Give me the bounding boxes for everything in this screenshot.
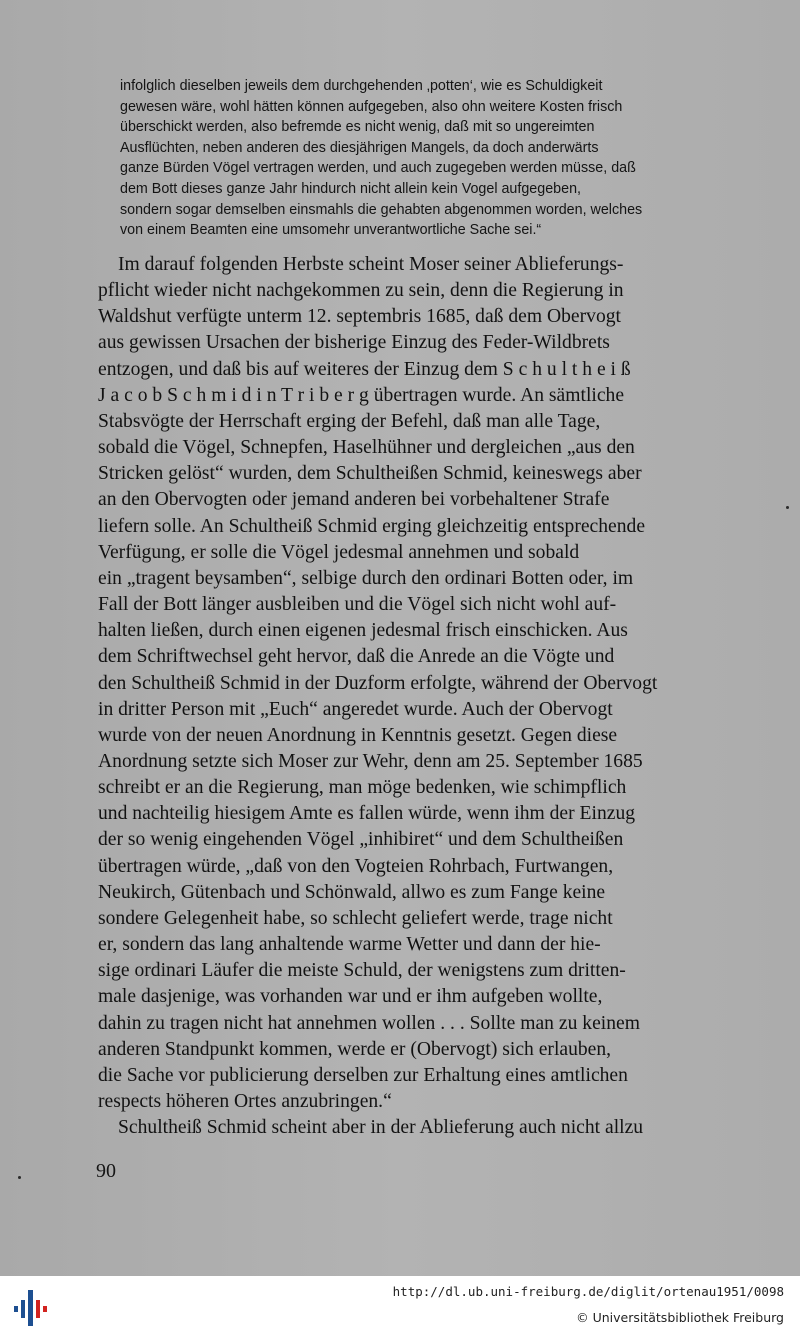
body-line: der so wenig eingehenden Vögel „inhibiret“ und dem Schultheißen — [98, 829, 624, 851]
body-line: Stricken gelöst“ wurden, dem Schultheißen Schmid, keineswegs aber — [98, 463, 642, 485]
body-line: Waldshut verfügte unterm 12. septembris 1685, daß dem Obervogt — [98, 306, 621, 328]
body-line: Im darauf folgenden Herbste scheint Moser seiner Ablieferungs- — [118, 254, 624, 275]
body-line: Verfügung, er solle die Vögel jedesmal annehmen und sobald — [98, 541, 580, 563]
body-line: sondere Gelegenheit habe, so schlecht geliefert werde, trage nicht — [98, 907, 613, 929]
body-line: pflicht wieder nicht nachgekommen zu sein, denn die Regierung in — [98, 280, 624, 302]
quote-line: sondern sogar demselben einsmahls die gehabten abgenommen worden, welches — [120, 201, 643, 218]
body-line: sobald die Vögel, Schnepfen, Haselhühner und dergleichen „aus den — [98, 437, 635, 459]
body-line: und nachteilig hiesigem Amte es fallen würde, wenn ihm der Einzug — [98, 803, 636, 825]
quote-line: dem Bott dieses ganze Jahr hindurch nicht allein kein Vogel aufgegeben, — [120, 180, 581, 197]
body-line: übertragen würde, „daß von den Vogteien Rohrbach, Furtwangen, — [98, 855, 614, 877]
body-line: halten ließen, durch einen eigenen jedesmal frisch einschicken. Aus — [98, 620, 628, 642]
footer-bar — [0, 1276, 800, 1336]
body-line: Fall der Bott länger ausbleiben und die Vögel sich nicht wohl auf- — [98, 594, 617, 616]
body-line: J a c o b S c h m i d i n T r i b e r g übertragen wurde. An sämtliche — [98, 384, 625, 406]
page-number: 90 — [96, 1160, 116, 1182]
body-line: die Sache vor publicierung derselben zur Erhaltung eines amtlichen — [98, 1064, 628, 1086]
quote-line: ganze Bürden Vögel vertragen werden, und auch zugegeben werden müsse, daß — [120, 160, 636, 177]
body-line: dahin zu tragen nicht hat annehmen wollen . . . Sollte man zu keinem — [98, 1012, 640, 1034]
body-line: respects höheren Ortes anzubringen.“ — [98, 1091, 392, 1112]
body-line: er, sondern das lang anhaltende warme Wetter und dann der hie- — [98, 934, 601, 956]
copyright-notice: © Universitätsbibliothek Freiburg — [576, 1310, 784, 1325]
body-line: dem Schriftwechsel geht hervor, daß die Anrede an die Vögte und — [98, 646, 615, 668]
document-url[interactable]: http://dl.ub.uni-freiburg.de/diglit/ortenau1951/0098 — [392, 1284, 784, 1299]
body-line: liefern solle. An Schultheiß Schmid erging gleichzeitig entsprechende — [98, 515, 646, 537]
body-line: anderen Standpunkt kommen, werde er (Obervogt) sich erlauben, — [98, 1038, 612, 1060]
quote-line: gewesen wäre, wohl hätten können aufgegeben, also ohn weitere Kosten frisch — [120, 98, 623, 115]
body-line: ein „tragent beysamben“, selbige durch den ordinari Botten oder, im — [98, 567, 634, 589]
quote-line: überschickt werden, also befremde es nicht wenig, daß mit so ungereimten — [120, 119, 595, 136]
body-line: Stabsvögte der Herrschaft erging der Befehl, daß man alle Tage, — [98, 410, 601, 432]
body-text — [98, 252, 770, 1141]
body-line: Neukirch, Gütenbach und Schönwald, allwo es zum Fange keine — [98, 881, 606, 903]
body-line: wurde von der neuen Anordnung in Kenntnis gesetzt. Gegen diese — [98, 724, 618, 746]
quote-line: von einem Beamten eine umsomehr unverantwortliche Sache sei.“ — [120, 222, 542, 239]
body-line: sige ordinari Läufer die meiste Schuld, der wenigstens zum dritten- — [98, 960, 626, 982]
body-line: schreibt er an die Regierung, man möge bedenken, wie schimpflich — [98, 777, 627, 799]
body-line: entzogen, und daß bis auf weiteres der Einzug dem S c h u l t h e i ß — [98, 358, 631, 380]
body-line: Anordnung setzte sich Moser zur Wehr, denn am 25. September 1685 — [98, 750, 643, 772]
scan-speck — [18, 1176, 21, 1179]
body-line: in dritter Person mit „Euch“ angeredet wurde. Auch der Obervogt — [98, 698, 613, 720]
body-line: aus gewissen Ursachen der bisherige Einzug des Feder-Wildbrets — [98, 332, 610, 354]
body-line: Schultheiß Schmid scheint aber in der Ablieferung auch nicht allzu — [118, 1117, 644, 1139]
quote-line: Ausflüchten, neben anderen des diesjährigen Mangels, da doch anderwärts — [120, 139, 599, 156]
ub-freiburg-logo-icon — [8, 1286, 52, 1330]
body-line: an den Obervogten oder jemand anderen bei vorbehaltener Strafe — [98, 489, 610, 511]
body-line: den Schultheiß Schmid in der Duzform erfolgte, während der Obervogt — [98, 672, 658, 694]
quote-line: infolglich dieselben jeweils dem durchgehenden ‚potten‘, wie es Schuldigkeit — [120, 78, 603, 94]
body-line: male dasjenige, was vorhanden war und er ihm aufgeben wollte, — [98, 986, 603, 1008]
block-quote — [120, 76, 770, 241]
scan-speck — [786, 506, 789, 509]
